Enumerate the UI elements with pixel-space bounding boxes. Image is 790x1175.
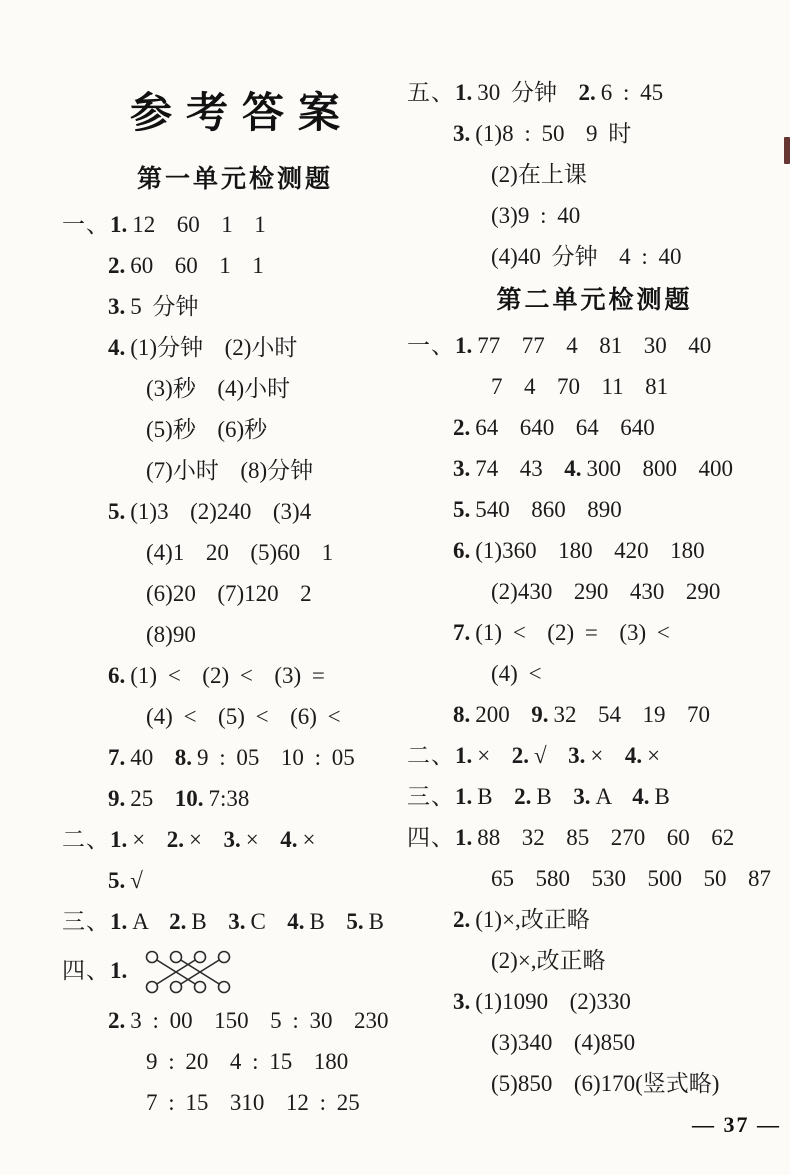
answer-line [407, 236, 782, 277]
item-number: 1. [455, 743, 473, 768]
item-number: 4. [287, 909, 305, 934]
section-marker: 二、 [62, 827, 110, 852]
answer-line [407, 817, 782, 858]
answer-line [407, 113, 782, 154]
answer-text: (7)小时 (8)分钟 [146, 458, 314, 483]
answer-text: 540 860 890 [475, 497, 622, 522]
answer-line [62, 1000, 408, 1041]
item-number: 8. [453, 702, 471, 727]
answer-text: (2)×,改正略 [491, 948, 606, 973]
item-number: 5. [346, 909, 364, 934]
answer-text: (1)3 (2)240 (3)4 [130, 499, 312, 524]
answer-text: (1)1090 (2)330 [475, 989, 631, 1014]
page-number: — 37 — [692, 1112, 781, 1137]
item-number: 3. [453, 121, 471, 146]
answer-text: 3 : 00 150 5 : 30 230 [130, 1008, 389, 1033]
answer-text: (1)360 180 420 180 [475, 538, 705, 563]
answer-text: √ [130, 868, 143, 893]
answer-text: √ [533, 743, 569, 768]
item-number: 2. [166, 827, 184, 852]
answer-line [62, 409, 408, 450]
answer-text: 65 580 530 500 50 87 [491, 866, 771, 891]
answer-text: 25 [130, 786, 175, 811]
item-number: 6. [453, 538, 471, 563]
item-number: 7. [108, 745, 126, 770]
answer-line [62, 778, 408, 819]
answer-text: B [536, 784, 574, 809]
answer-line [62, 614, 408, 655]
page-title: 参考答案 [129, 91, 354, 137]
diagram-circle [171, 952, 182, 963]
answer-text: 12 60 1 1 [132, 212, 266, 237]
answer-line [407, 940, 782, 981]
answer-line [407, 899, 782, 940]
diagram-circle [219, 952, 230, 963]
answer-line [62, 655, 408, 696]
section-marker: 三、 [62, 909, 110, 934]
item-number: 4. [108, 335, 126, 360]
answer-line [407, 571, 782, 612]
answer-text: B [368, 909, 384, 934]
answer-line [62, 368, 408, 409]
answer-line [407, 448, 782, 489]
answer-line [407, 489, 782, 530]
answer-text: 9 : 20 4 : 15 180 [146, 1049, 349, 1074]
item-number: 1. [455, 80, 473, 105]
answer-line [62, 901, 408, 942]
answer-text: 64 640 64 640 [475, 415, 655, 440]
answer-text: 300 800 400 [586, 456, 733, 481]
unit-heading: 第一单元检测题 [136, 166, 333, 193]
answer-text: × [302, 827, 316, 852]
item-number: 1. [110, 212, 128, 237]
answer-line [62, 204, 408, 245]
answer-text: A [595, 784, 633, 809]
answer-text: (1) < (2) = (3) < [475, 620, 670, 645]
answer-text: 88 32 85 270 60 62 [477, 825, 735, 850]
section-marker: 五、 [407, 80, 455, 105]
item-number: 7. [453, 620, 471, 645]
diagram-circle [171, 982, 182, 993]
answer-text: (2)430 290 430 290 [491, 579, 721, 604]
answer-text: 6 : 45 [600, 80, 664, 105]
answer-text: 32 54 19 70 [553, 702, 710, 727]
item-number: 2. [108, 1008, 126, 1033]
item-number: 5. [453, 497, 471, 522]
answer-line [407, 694, 782, 735]
answer-text: C [250, 909, 288, 934]
answer-text: (5)秒 (6)秒 [146, 417, 268, 442]
answer-text: (1)分钟 (2)小时 [130, 335, 298, 360]
answer-line [407, 1063, 782, 1104]
answer-text: 200 [475, 702, 532, 727]
section-marker: 一、 [407, 333, 455, 358]
answer-line [407, 612, 782, 653]
answer-text: (1)8 : 50 9 时 [475, 121, 632, 146]
answer-text: A [132, 909, 170, 934]
item-number: 10. [174, 786, 204, 811]
section-marker: 二、 [407, 743, 455, 768]
answer-text: (3)秒 (4)小时 [146, 376, 291, 401]
answer-text: B [654, 784, 670, 809]
answer-line [62, 1082, 408, 1123]
answer-line [407, 858, 782, 899]
answer-text: 5 分钟 [130, 294, 199, 319]
item-number: 2. [514, 784, 532, 809]
answer-line [407, 366, 782, 407]
answer-text: × [132, 827, 167, 852]
answer-line [407, 195, 782, 236]
answer-text: B [191, 909, 229, 934]
answer-text: (3)340 (4)850 [491, 1030, 636, 1055]
item-number: 3. [568, 743, 586, 768]
answer-text: (8)90 [146, 622, 196, 647]
answer-text: × [477, 743, 512, 768]
answer-line [62, 450, 408, 491]
answer-line [62, 573, 408, 614]
item-number: 9. [108, 786, 126, 811]
item-number: 1. [110, 958, 128, 983]
answer-line [62, 737, 408, 778]
answer-line [407, 735, 782, 776]
item-number: 3. [453, 989, 471, 1014]
answer-text: 7 4 70 11 81 [491, 374, 669, 399]
answer-text: 30 分钟 [477, 80, 579, 105]
diagram-circle [195, 952, 206, 963]
item-number: 3. [573, 784, 591, 809]
item-number: 3. [228, 909, 246, 934]
answer-text: (4) < [491, 661, 542, 686]
answer-line [62, 286, 408, 327]
answer-text: 9 : 05 10 : 05 [197, 745, 355, 770]
answer-line [62, 327, 408, 368]
item-number: 1. [455, 333, 473, 358]
answer-text: B [309, 909, 347, 934]
answer-line [407, 530, 782, 571]
answer-text: (2)在上课 [491, 162, 587, 187]
item-number: 2. [578, 80, 596, 105]
unit-heading: 第二单元检测题 [496, 287, 693, 314]
answer-line [62, 491, 408, 532]
answer-text: × [590, 743, 625, 768]
answer-line [407, 1022, 782, 1063]
item-number: 3. [108, 294, 126, 319]
item-number: 5. [108, 868, 126, 893]
item-number: 4. [564, 456, 582, 481]
answer-line [62, 532, 408, 573]
answer-text: (6)20 (7)120 2 [146, 581, 312, 606]
item-number: 5. [108, 499, 126, 524]
answer-line [62, 860, 408, 901]
item-number: 2. [453, 907, 471, 932]
left-column [62, 78, 408, 1123]
item-number: 1. [110, 827, 128, 852]
item-number: 2. [169, 909, 187, 934]
item-number: 8. [174, 745, 192, 770]
answer-text: (1)×,改正略 [475, 907, 590, 932]
item-number: 6. [108, 663, 126, 688]
answer-text: × [245, 827, 281, 852]
item-number: 4. [280, 827, 298, 852]
answer-line [407, 325, 782, 366]
item-number: 1. [455, 784, 473, 809]
section-marker: 四、 [62, 958, 110, 983]
answer-line [62, 1041, 408, 1082]
answer-line [407, 653, 782, 694]
answer-line [407, 154, 782, 195]
matching-diagram [140, 947, 236, 997]
diagram-circle [219, 982, 230, 993]
item-number: 2. [511, 743, 529, 768]
answer-text: 7:38 [208, 786, 250, 811]
item-number: 2. [453, 415, 471, 440]
answer-text: 7 : 15 310 12 : 25 [146, 1090, 360, 1115]
answer-text: (3)9 : 40 [491, 203, 581, 228]
answer-text: 74 43 [475, 456, 565, 481]
diagram-circle [147, 982, 158, 993]
answer-text: × [647, 743, 661, 768]
answer-text: B [477, 784, 515, 809]
item-number: 3. [453, 456, 471, 481]
answer-line [62, 819, 408, 860]
section-marker: 三、 [407, 784, 455, 809]
answer-text: 40 [130, 745, 175, 770]
answer-text: 60 60 1 1 [130, 253, 264, 278]
answer-line [407, 776, 782, 817]
diagram-circle [147, 952, 158, 963]
item-number: 9. [531, 702, 549, 727]
answer-line [62, 245, 408, 286]
section-marker: 四、 [407, 825, 455, 850]
answer-text: (4)40 分钟 4 : 40 [491, 244, 682, 269]
item-number: 2. [108, 253, 126, 278]
item-number: 1. [455, 825, 473, 850]
answer-line [407, 72, 782, 113]
answer-text: (4)1 20 (5)60 1 [146, 540, 334, 565]
answer-text: (5)850 (6)170(竖式略) [491, 1071, 720, 1096]
diagram-circle [195, 982, 206, 993]
item-number: 3. [223, 827, 241, 852]
answer-line [62, 696, 408, 737]
right-column [407, 72, 782, 1104]
answer-line [62, 942, 408, 1000]
answer-text: (4) < (5) < (6) < [146, 704, 341, 729]
answer-text: × [188, 827, 224, 852]
item-number: 4. [632, 784, 650, 809]
item-number: 4. [624, 743, 643, 768]
answer-line [407, 407, 782, 448]
answer-line [407, 981, 782, 1022]
answer-text: 77 77 4 81 30 40 [477, 333, 712, 358]
section-marker: 一、 [62, 212, 110, 237]
scan-artifact [784, 137, 790, 164]
answer-text: (1) < (2) < (3) = [130, 663, 325, 688]
item-number: 1. [110, 909, 128, 934]
